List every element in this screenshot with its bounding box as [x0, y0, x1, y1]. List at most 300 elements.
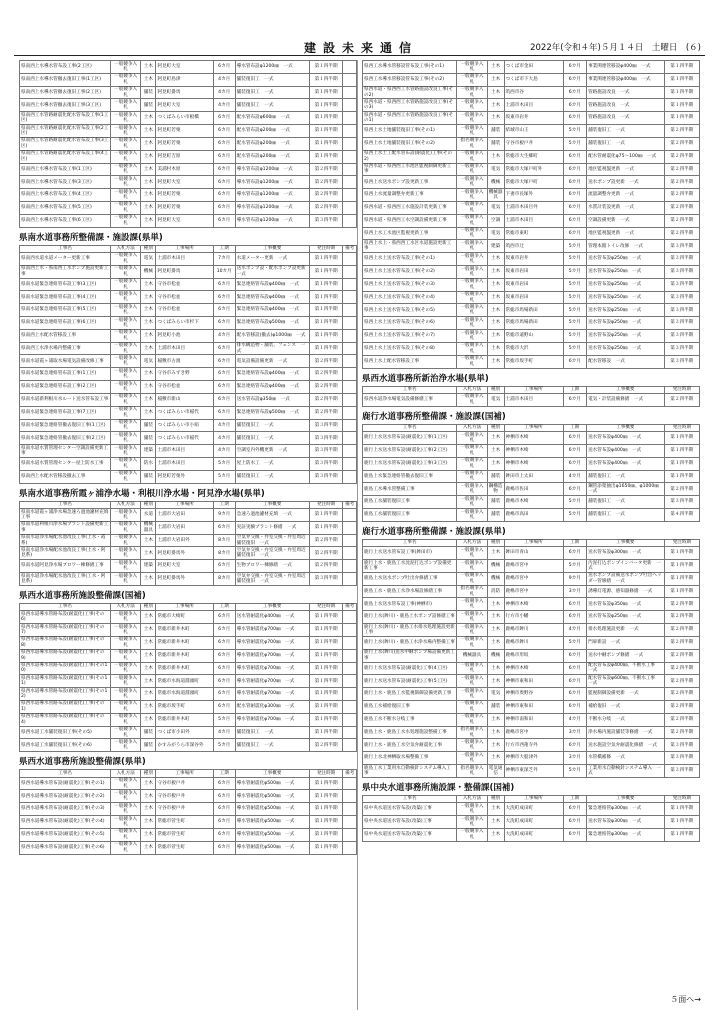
- table-row: [20, 329, 357, 342]
- table-cell: 土木: [487, 73, 504, 86]
- table-row: [20, 726, 357, 739]
- table-cell: 第１四半期: [309, 61, 343, 74]
- table-cell: 坂東市岩田: [504, 291, 563, 304]
- column-header: 工期: [563, 386, 587, 393]
- column-header: 工期: [213, 770, 235, 777]
- table-cell: 県西上水上送水管布設工事(その1): [363, 253, 457, 266]
- table-cell: 一般競争入札: [457, 739, 487, 752]
- table-cell: [343, 176, 357, 189]
- table-cell: 土木: [487, 112, 504, 125]
- table-cell: 3カ月: [563, 752, 587, 765]
- table-cell: 配水管移設 一式: [587, 355, 665, 368]
- table-cell: 5カ月: [563, 253, 587, 266]
- table-cell: 神栖市木崎: [504, 444, 563, 457]
- table-cell: 舗装復旧工 一式: [587, 509, 665, 522]
- table-row: [363, 828, 700, 841]
- table-cell: 県西工水導水管移設管布設工事(その2): [363, 73, 457, 86]
- table-cell: 県西上水上送水管布設工事(その2): [363, 266, 457, 279]
- table-cell: 鹿嶋市宮中: [504, 560, 563, 573]
- table-cell: 管路施設改良 一式: [587, 99, 665, 112]
- table-cell: 舗装復旧工 一式: [235, 470, 309, 483]
- table-row: [363, 636, 700, 649]
- table-cell: 6カ月: [563, 828, 587, 841]
- table-cell: 土木: [487, 636, 504, 649]
- table-cell: 一般競争入札: [457, 496, 487, 509]
- table-cell: 緊急連絡管布設φ400㎜ 一式: [235, 368, 309, 381]
- table-cell: 県南西上水配水管移設撤去工事: [20, 470, 111, 483]
- table-cell: 管路施設改良 一式: [587, 112, 665, 125]
- table-row: [20, 393, 357, 406]
- table-row: [20, 304, 357, 317]
- column-header: 工事概要: [587, 424, 665, 431]
- table-cell: 県西水道・県西西工水池区監視制御更新工事: [363, 163, 457, 176]
- table-cell: 6カ月: [563, 611, 587, 624]
- table-cell: 送水ポンプ設更新 一式: [587, 176, 665, 189]
- table-cell: 一般競争入札: [111, 803, 141, 816]
- column-header: 工事概要: [235, 770, 309, 777]
- table-cell: 一般競争入札: [111, 342, 141, 355]
- table-cell: 鹿嶋市高田: [504, 509, 563, 522]
- table-row: [363, 803, 700, 816]
- table-cell: 県西上水工水池区監視更新工事: [363, 227, 457, 240]
- table-cell: 電気: [141, 252, 156, 265]
- table-row: [363, 189, 700, 202]
- table-cell: 県南西工水管路耐震化配水管布設工事(3工区): [20, 137, 111, 150]
- table-cell: 6カ月: [213, 317, 235, 330]
- table-cell: 鹿嶋市鉾川: [504, 624, 563, 637]
- table-cell: 第２四半期: [664, 393, 699, 406]
- table-cell: 工業用水自動検針システム導入 一式: [587, 765, 665, 778]
- table-cell: 第３四半期: [309, 432, 343, 445]
- table-cell: 一般競争入札: [457, 214, 487, 227]
- table-row: [20, 534, 357, 547]
- table-cell: 鹿島工水導水管整備工事: [363, 483, 457, 496]
- table-cell: 県中央水道送水管布設(改築)工事: [363, 803, 457, 816]
- table-cell: 4カ月: [213, 726, 235, 739]
- table-cell: 土木: [487, 150, 504, 163]
- table-cell: 機械: [141, 265, 156, 278]
- table-row: [20, 278, 357, 291]
- table-cell: 常総市大生郷町: [504, 150, 563, 163]
- table-cell: 県西水道導水管布設(耐震化)工事(その4): [20, 816, 111, 829]
- column-header: 工事概要: [235, 603, 309, 610]
- table-cell: 導水管耐震化φ700㎜ 一式: [235, 713, 309, 726]
- table-cell: 第３四半期: [664, 330, 699, 343]
- table-cell: 第１四半期: [664, 828, 699, 841]
- table-cell: [343, 355, 357, 368]
- table-cell: [343, 803, 357, 816]
- table-cell: 第１四半期: [309, 816, 343, 829]
- table-cell: 大洗町成田町: [504, 816, 563, 829]
- table-cell: 排水処理施設更新 一式: [587, 624, 665, 637]
- section-title: 県西水道事務所新治浄水場(県単): [362, 373, 489, 384]
- page-header: [14, 38, 705, 56]
- table-cell: 4カ月: [213, 329, 235, 342]
- table-cell: 県西上水土地舗装復旧工事(その1): [363, 125, 457, 138]
- table-cell: つくばみらい市小絹: [156, 419, 213, 432]
- table-cell: 5カ月: [213, 739, 235, 752]
- table-cell: 5カ月: [213, 470, 235, 483]
- table-cell: 8カ月: [213, 547, 235, 560]
- table-cell: 第２四半期: [309, 201, 343, 214]
- header-row: [363, 424, 700, 431]
- table-cell: 土木: [487, 828, 504, 841]
- table-cell: 土木: [141, 803, 156, 816]
- table-cell: 鹿嶋市木崎: [504, 496, 563, 509]
- table-cell: [343, 317, 357, 330]
- table-cell: 県中央水道送水管布設(改築)工事: [363, 816, 457, 829]
- column-header: 工事概要: [587, 539, 665, 546]
- table-cell: 常総市遠野山: [504, 330, 563, 343]
- table-row: [20, 457, 357, 470]
- table-cell: 第２四半期: [309, 534, 343, 547]
- table-row: [20, 790, 357, 803]
- table-cell: 空調: [487, 214, 504, 227]
- table-cell: 土木: [141, 381, 156, 394]
- table-cell: 一般競争入札: [457, 253, 487, 266]
- table-cell: 県南西水道水道メーター更新工事: [20, 252, 111, 265]
- table-cell: 6カ月: [563, 189, 587, 202]
- table-cell: 県西水道浄水場電気設備修繕工事: [363, 393, 457, 406]
- table-cell: 土木: [487, 675, 504, 688]
- table-cell: 土木: [141, 304, 156, 317]
- table-cell: つくば市金田: [504, 61, 563, 74]
- table-cell: 6カ月: [563, 355, 587, 368]
- table-cell: 鹿島工水・鹿島工水浄水場設修繕工事: [363, 585, 457, 598]
- table-cell: 一般競争入札: [111, 457, 141, 470]
- table-cell: 一般競争入札: [457, 112, 487, 125]
- column-header: 工期: [563, 539, 587, 546]
- table-cell: 神栖市木崎: [504, 662, 563, 675]
- column-header: 工事概要: [587, 795, 665, 802]
- table-cell: 6カ月: [563, 176, 587, 189]
- table-cell: 舗装復旧工 一式: [587, 496, 665, 509]
- table-cell: 常総市新井木町: [156, 713, 213, 726]
- table-cell: 一般競争入札: [111, 445, 141, 458]
- table-row: [363, 572, 700, 585]
- column-header: 種別: [141, 603, 156, 610]
- table-row: [363, 240, 700, 253]
- table-cell: 一般競争入札: [457, 330, 487, 343]
- table-cell: 土木: [141, 278, 156, 291]
- table-cell: 第１四半期: [664, 547, 699, 560]
- table-cell: 6カ月: [213, 355, 235, 368]
- table-row: [363, 86, 700, 99]
- column-header: 工事名: [363, 795, 457, 802]
- table-cell: 導水管耐震化φ500㎜ 一式: [235, 841, 309, 854]
- table-cell: [343, 137, 357, 150]
- table-cell: 一般競争入札: [111, 573, 141, 586]
- table-cell: 第２四半期: [664, 176, 699, 189]
- continued-note: ５面へ→: [670, 995, 701, 1004]
- table-row: [363, 726, 700, 739]
- table-cell: 5カ月: [563, 560, 587, 573]
- table-cell: 機械: [487, 649, 504, 662]
- table-right-sec3: [362, 539, 700, 778]
- table-cell: 一般競争入札: [111, 368, 141, 381]
- table-cell: 舗装復旧工 一式: [587, 137, 665, 150]
- table-cell: 県西上水上配水管移設工事: [363, 355, 457, 368]
- table-cell: [343, 329, 357, 342]
- table-cell: 一般競争入札: [111, 112, 141, 125]
- table-cell: 指名競争入札: [457, 137, 487, 150]
- table-cell: [343, 189, 357, 202]
- table-cell: [343, 163, 357, 176]
- table-cell: 配水管移設(撤去)φ1000㎜ 一式: [235, 329, 309, 342]
- table-cell: 水道: [141, 509, 156, 522]
- table-row: [20, 688, 357, 701]
- table-cell: 土木: [487, 547, 504, 560]
- table-cell: 守谷市松並: [156, 291, 213, 304]
- table-cell: 土木: [141, 713, 156, 726]
- table-cell: 第１四半期: [664, 572, 699, 585]
- table-cell: 6カ月: [563, 201, 587, 214]
- table-cell: 県西水道工水舗装復旧工事(その6): [20, 739, 111, 752]
- table-cell: 緊急連絡管φ300㎜ 一式: [587, 828, 665, 841]
- table-cell: 4カ月: [563, 624, 587, 637]
- table-cell: 4カ月: [213, 73, 235, 86]
- column-header: 種別: [487, 795, 504, 802]
- table-cell: 県西水道導水管路布設(耐震化)工事(その11): [20, 675, 111, 688]
- column-header: 発注時期: [309, 245, 343, 252]
- table-row: [20, 841, 357, 854]
- table-cell: 県南西上水導水管布設工事(1工区): [20, 163, 111, 176]
- table-cell: 事業関連管移設φ400㎜ 一式: [587, 61, 665, 74]
- table-cell: 県南水道浄水場配水池改良工事(上水・霞系): [20, 534, 111, 547]
- table-cell: 6カ月: [563, 393, 587, 406]
- table-cell: 水質計装設更新 一式: [587, 201, 665, 214]
- header-row: [363, 386, 700, 393]
- table-cell: 第２四半期: [664, 713, 699, 726]
- table-cell: 一般競争入札: [111, 700, 141, 713]
- table-cell: 県西水道導水管路布設(耐震化)工事(その7): [20, 624, 111, 637]
- table-cell: 県南水道緊急連絡管布設工事(3工区): [20, 278, 111, 291]
- table-cell: 第３四半期: [309, 419, 343, 432]
- table-cell: 6カ月: [213, 841, 235, 854]
- table-cell: [343, 713, 357, 726]
- table-cell: 常総市新井木町: [156, 636, 213, 649]
- table-cell: 舗装: [141, 99, 156, 112]
- table-cell: 第２四半期: [309, 355, 343, 368]
- table-row: [363, 253, 700, 266]
- column-header: 工事場所: [156, 770, 213, 777]
- table-cell: 鹿行上水・鹿島工水沈泥打込ポンプ設備更新工事: [363, 560, 457, 573]
- table-cell: 第３四半期: [309, 573, 343, 586]
- table-cell: 第１四半期: [664, 73, 699, 86]
- table-cell: 県西水道導水管路布設(耐震化)工事(その10): [20, 662, 111, 675]
- table-cell: 鹿行上水送水管布設(耐震化)工事(1工区): [363, 432, 457, 445]
- table-cell: 土浦市木田目: [504, 214, 563, 227]
- table-row: [20, 201, 357, 214]
- table-cell: 5カ月: [563, 278, 587, 291]
- table-cell: 土木: [487, 342, 504, 355]
- table-cell: 10カ月: [213, 265, 235, 278]
- table-cell: 6カ月: [213, 816, 235, 829]
- table-row: [363, 393, 700, 406]
- table-cell: 6カ月: [563, 700, 587, 713]
- column-header: 入札方法: [111, 770, 141, 777]
- table-cell: [343, 150, 357, 163]
- table-row: [363, 227, 700, 240]
- table-cell: 第１四半期: [309, 803, 343, 816]
- column-header: 工期: [213, 245, 235, 252]
- table-row: [20, 547, 357, 560]
- table-cell: 県西水道導水管路布設(耐震化)工事(その4): [20, 713, 111, 726]
- table-cell: 常総市坂手町: [504, 355, 563, 368]
- table-cell: 緊急連絡管布設φ500㎜ 一式: [235, 317, 309, 330]
- table-row: [363, 201, 700, 214]
- table-cell: 一般競争入札: [457, 317, 487, 330]
- table-cell: 6カ月: [213, 137, 235, 150]
- table-cell: 導水管耐震化φ700㎜ 一式: [235, 649, 309, 662]
- table-cell: 6カ月: [563, 61, 587, 74]
- table-cell: [343, 816, 357, 829]
- table-cell: 阿見町若栗: [156, 201, 213, 214]
- table-cell: 鹿行上水(鉾川)・鹿島上水ポンプ設修繕工事: [363, 611, 457, 624]
- section-title: 県西水道事務所施設整備課(国補): [19, 590, 146, 601]
- table-row: [363, 688, 700, 701]
- table-cell: 第１四半期: [664, 560, 699, 573]
- table-cell: 行方市西蓮寺外: [504, 739, 563, 752]
- table-cell: 第２四半期: [664, 163, 699, 176]
- column-header: 工事名: [363, 539, 457, 546]
- table-cell: 第２四半期: [664, 636, 699, 649]
- table-cell: 一般競争入札: [111, 291, 141, 304]
- table-row: [363, 739, 700, 752]
- table-cell: 鹿行上水(鉾川)・鹿島工水浄水場内整備工事: [363, 636, 457, 649]
- table-right-top: [362, 60, 700, 369]
- table-cell: 県南水道霞ヶ浦取水場電気設備改修工事: [20, 355, 111, 368]
- table-cell: 6カ月: [563, 675, 587, 688]
- table-row: [363, 125, 700, 138]
- table-cell: 6カ月: [563, 457, 587, 470]
- table-row: [363, 304, 700, 317]
- table-cell: 導水管耐震化φ700㎜ 一式: [235, 675, 309, 688]
- table-cell: 舗装: [141, 739, 156, 752]
- table-cell: 6カ月: [213, 803, 235, 816]
- column-header: 工事名: [20, 770, 111, 777]
- table-cell: 鹿行上水送水管布設(耐震化)工事(5工区): [363, 675, 457, 688]
- table-cell: 土木: [487, 317, 504, 330]
- table-cell: 第１四半期: [664, 816, 699, 829]
- table-cell: 送水管布設φ400㎜ 一式: [587, 432, 665, 445]
- table-cell: 送水管布設φ400㎜ 一式: [587, 444, 665, 457]
- table-row: [20, 828, 357, 841]
- table-cell: 一般競争入札: [111, 662, 141, 675]
- table-cell: 一般競争入札: [457, 803, 487, 816]
- table-cell: 6カ月: [213, 393, 235, 406]
- table-cell: 第１四半期: [309, 662, 343, 675]
- table-cell: 鹿島工水舗装復旧工事: [363, 509, 457, 522]
- table-cell: 県南西上水導水管布設工事(3工区): [20, 176, 111, 189]
- table-cell: 県南西工水管路耐震化配水管布設工事(4工区): [20, 150, 111, 163]
- table-cell: 第１四半期: [309, 265, 343, 278]
- table-cell: 舗装: [141, 419, 156, 432]
- table-cell: 排水構造物・舗装、フェンス 一式: [235, 342, 309, 355]
- table-cell: 一般競争入札: [111, 252, 141, 265]
- table-cell: 機械: [487, 176, 504, 189]
- table-cell: 鹿行上水送水管布設工事(鉾田市): [363, 547, 457, 560]
- table-cell: 導水管布設φ1200㎜ 一式: [235, 163, 309, 176]
- table-cell: 第１四半期: [309, 790, 343, 803]
- table-cell: 緊急連絡管布設φ400㎜ 一式: [235, 304, 309, 317]
- table-cell: [343, 419, 357, 432]
- table-cell: 第１四半期: [309, 304, 343, 317]
- table-cell: 県西上水土工配水管布設(耐震化)工事(その2): [363, 150, 457, 163]
- table-cell: 鹿嶋市佐田: [504, 483, 563, 496]
- table-cell: 第３四半期: [664, 342, 699, 355]
- table-cell: 土木: [141, 573, 156, 586]
- table-cell: つくばみらい市杉下: [156, 317, 213, 330]
- table-cell: 第２四半期: [309, 176, 343, 189]
- table-cell: 第３四半期: [664, 304, 699, 317]
- table-cell: 阿見町若栗: [156, 189, 213, 202]
- table-cell: 舗装: [141, 726, 156, 739]
- table-cell: 土浦市木田目: [504, 99, 563, 112]
- table-cell: [343, 547, 357, 560]
- table-cell: 鹿島上水送水管布設工事(神栖市): [363, 598, 457, 611]
- table-cell: 5カ月: [563, 240, 587, 253]
- table-cell: 阿見町若栗: [156, 125, 213, 138]
- table-cell: 第１四半期: [664, 585, 699, 598]
- table-cell: 第３四半期: [309, 457, 343, 470]
- table-cell: 第１四半期: [664, 444, 699, 457]
- table-cell: 神栖市南和田: [504, 713, 563, 726]
- header-row: [20, 245, 357, 252]
- table-row: [20, 406, 357, 419]
- table-cell: 鹿島上水・鹿島工水水処理施設整備工事: [363, 726, 457, 739]
- table-cell: 一般競争入札: [457, 393, 487, 406]
- table-cell: 一般競争入札: [457, 150, 487, 163]
- column-header: 入札方法: [457, 424, 487, 431]
- table-row: [20, 509, 357, 522]
- table-cell: 土木: [487, 432, 504, 445]
- table-cell: 第１四半期: [664, 470, 699, 483]
- column-header: 工期: [213, 603, 235, 610]
- table-cell: 土浦市大岩田: [156, 521, 213, 534]
- table-cell: 第２四半期: [664, 700, 699, 713]
- table-cell: 県西水道・県西西工水施設計装更新工事: [363, 201, 457, 214]
- table-cell: 第１四半期: [309, 713, 343, 726]
- table-cell: 5カ月: [563, 137, 587, 150]
- table-cell: 県西水道導水管布設(耐震化)工事(その2): [20, 790, 111, 803]
- table-cell: 緊急連絡管布設φ400㎜ 一式: [235, 278, 309, 291]
- table-cell: [343, 649, 357, 662]
- header-row: [20, 770, 357, 777]
- table-row: [363, 598, 700, 611]
- table-cell: 一般競争入札: [111, 726, 141, 739]
- table-cell: 電気: [487, 163, 504, 176]
- table-cell: 一般競争入札: [457, 700, 487, 713]
- column-header: 発注時期: [664, 795, 699, 802]
- table-cell: 誘導灯電源、感知器修繕 一式: [587, 585, 665, 598]
- table-cell: [343, 393, 357, 406]
- table-cell: 電気: [487, 688, 504, 701]
- table-cell: 一般競争入札: [111, 611, 141, 624]
- table-cell: 一般競争入札: [111, 137, 141, 150]
- table-cell: 配水管布設φ200㎜ 一式: [235, 125, 309, 138]
- table-cell: 阿見町大室: [156, 61, 213, 74]
- table-cell: 第２四半期: [664, 227, 699, 240]
- table-cell: 第１四半期: [309, 649, 343, 662]
- table-cell: 配水管布設φ400㎜、不断水工事 一式: [587, 662, 665, 675]
- table-cell: 舗装復旧工 一式: [235, 726, 309, 739]
- table-cell: 第１四半期: [664, 457, 699, 470]
- table-cell: 一般競争入札: [111, 355, 141, 368]
- table-cell: 一般競争入札: [457, 291, 487, 304]
- table-cell: [343, 841, 357, 854]
- table-cell: 一般競争入札: [457, 355, 487, 368]
